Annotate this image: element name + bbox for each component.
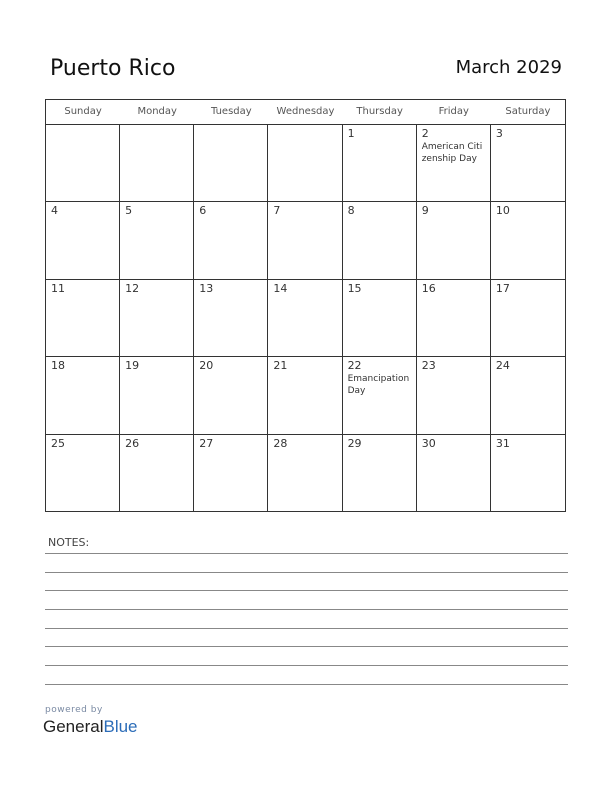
day-number: 30 [421,436,436,450]
note-line [45,628,568,629]
weekday-wednesday: Wednesday [276,106,335,117]
country-title: Puerto Rico [50,56,176,81]
day-number: 2 [421,127,429,140]
day-cell [343,357,417,434]
day-number: 6 [199,204,207,218]
day-number: 25 [51,436,65,450]
day-number: 12 [125,281,140,295]
note-line [45,553,568,554]
day-cell [491,357,565,434]
holiday-label: American Citizenship Day [421,142,483,164]
weekday-header [46,100,565,125]
day-cell [491,280,565,357]
day-cell [417,435,491,512]
note-line [45,572,568,573]
note-line [45,590,568,591]
day-cell [120,435,194,512]
day-number: 14 [273,281,288,295]
day-number: 4 [51,204,58,218]
day-cell [120,357,194,434]
day-number: 23 [421,359,436,373]
powered-by-text: powered by [45,705,103,715]
day-cell [46,435,120,512]
generalblue-logo [43,716,138,738]
day-cell [268,357,342,434]
day-number: 26 [125,436,140,450]
day-cell [343,125,417,202]
day-cell [194,125,268,202]
day-number: 15 [347,281,362,295]
day-number: 21 [273,359,288,373]
day-cell [268,202,342,279]
day-cell [194,202,268,279]
weekday-sunday: Sunday [64,106,102,117]
day-number: 16 [421,281,436,295]
day-cell [194,280,268,357]
day-cell [120,280,194,357]
day-cell [194,435,268,512]
day-number: 11 [51,281,65,295]
weekday-saturday: Saturday [505,106,551,117]
day-number: 8 [347,204,355,218]
day-number: 31 [495,436,510,450]
weekday-friday: Friday [438,106,469,117]
weekday-monday: Monday [137,106,177,117]
day-number: 7 [273,204,281,218]
day-number: 10 [495,204,510,218]
day-cell [268,280,342,357]
day-cell [46,202,120,279]
day-cell [46,125,120,202]
note-line [45,609,568,610]
day-cell [491,125,565,202]
day-number: 29 [347,436,362,450]
day-number: 3 [495,127,503,140]
day-cell [194,357,268,434]
day-cell [46,280,120,357]
day-number: 27 [199,436,214,450]
day-number: 18 [51,359,65,373]
day-cell [343,202,417,279]
day-cell [268,435,342,512]
note-line [45,684,568,685]
day-cell [417,125,491,202]
day-number: 19 [125,359,140,373]
day-cell [491,202,565,279]
day-number: 13 [199,281,214,295]
day-number: 22 [347,359,362,373]
day-cell [417,280,491,357]
day-cell [46,357,120,434]
day-number: 20 [199,359,214,373]
brand-general: General [43,717,104,736]
calendar-grid [45,99,566,512]
day-cell [120,202,194,279]
brand-blue: Blue [103,717,138,736]
month-year-title: March 2029 [455,57,562,78]
holiday-label: Emancipation Day [347,374,410,397]
day-cell [417,202,491,279]
day-number: 9 [421,204,429,218]
day-number: 17 [495,281,510,295]
day-number: 24 [495,359,510,373]
weekday-tuesday: Tuesday [211,106,252,117]
note-line [45,665,568,666]
notes-label: NOTES: [48,536,90,549]
day-cell [343,435,417,512]
calendar-body [46,125,565,512]
day-cell [120,125,194,202]
day-cell [491,435,565,512]
day-cell [268,125,342,202]
day-cell [417,357,491,434]
day-number: 28 [273,436,288,450]
day-number: 5 [125,204,133,218]
note-line [45,646,568,647]
weekday-thursday: Thursday [356,106,403,117]
day-number: 1 [347,127,355,140]
day-cell [343,280,417,357]
